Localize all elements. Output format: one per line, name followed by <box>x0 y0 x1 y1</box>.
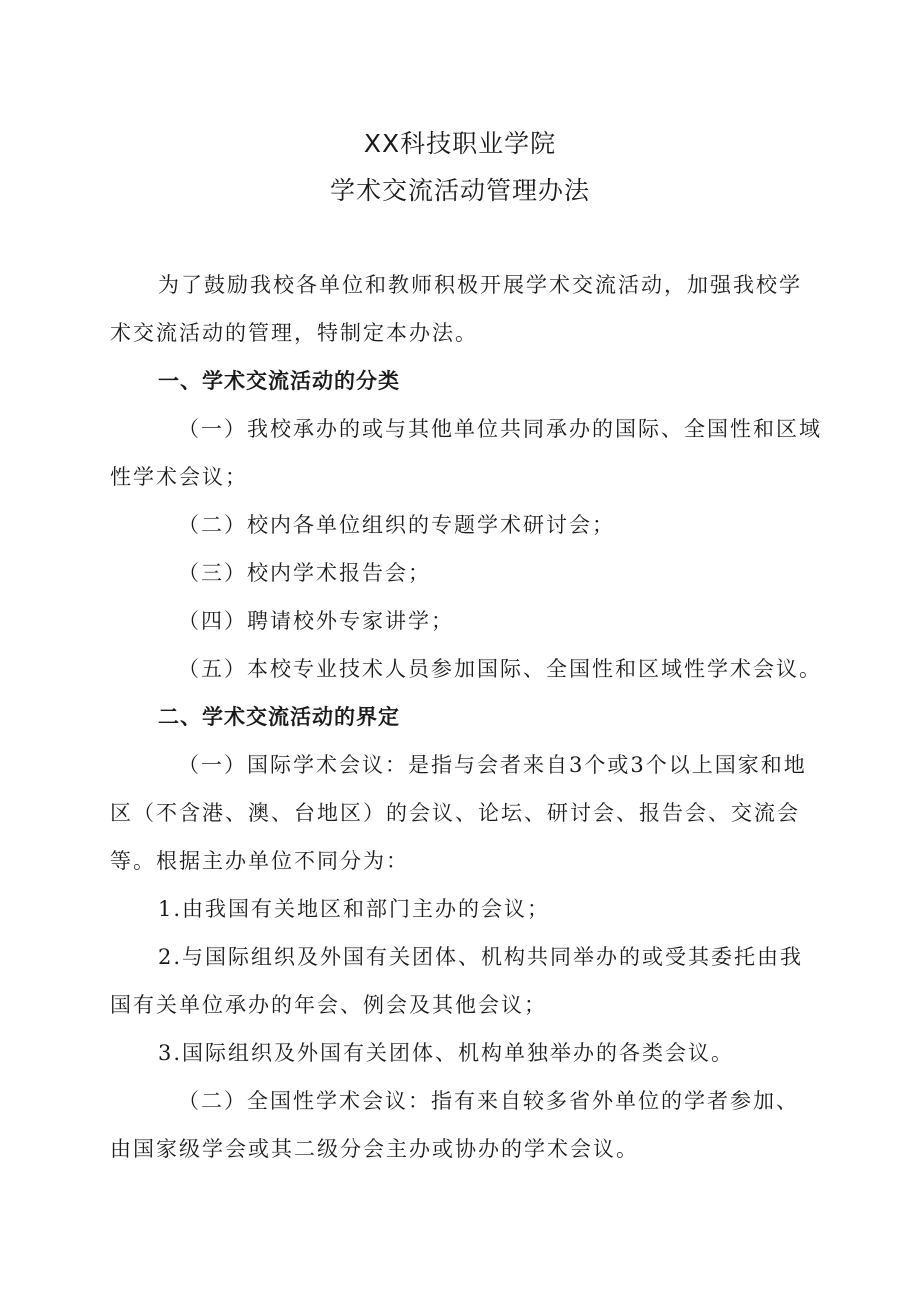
paragraph-line: （四）聘请校外专家讲学； <box>178 609 454 633</box>
paragraph-line: （二）校内各单位组织的专题学术研讨会； <box>178 513 615 537</box>
paragraph-line: 区（不含港、澳、台地区）的会议、论坛、研讨会、报告会、交流会 <box>110 801 800 825</box>
list-item: 2.与国际组织及外国有关团体、机构共同举办的或受其委托由我 <box>158 945 804 969</box>
paragraph-line: 等。根据主办单位不同分为： <box>110 849 409 873</box>
paragraph-line: 为了鼓励我校各单位和教师积极开展学术交流活动，加强我校学 <box>158 273 802 297</box>
paragraph-line: （一）国际学术会议：是指与会者来自3个或3个以上国家和地 <box>178 753 807 777</box>
document-title-regulation: 学术交流活动管理办法 <box>329 176 590 205</box>
paragraph-line: 由国家级学会或其二级分会主办或协办的学术会议。 <box>110 1137 639 1161</box>
paragraph-line: 术交流活动的管理，特制定本办法。 <box>110 321 478 345</box>
paragraph-line: 国有关单位承办的年会、例会及其他会议； <box>110 993 547 1017</box>
list-item: 1.由我国有关地区和部门主办的会议； <box>158 897 551 921</box>
document-title-school: XX科技职业学院 <box>363 129 557 158</box>
list-item: 3.国际组织及外国有关团体、机构单独举办的各类会议。 <box>158 1041 735 1065</box>
paragraph-line: （三）校内学术报告会； <box>178 561 431 585</box>
section-heading: 二、学术交流活动的界定 <box>158 705 400 729</box>
paragraph-line: （一）我校承办的或与其他单位共同承办的国际、全国性和区域 <box>178 417 822 441</box>
paragraph-line: 性学术会议； <box>110 465 248 489</box>
paragraph-line: （二）全国性学术会议：指有来自较多省外单位的学者参加、 <box>178 1089 799 1113</box>
paragraph-line: （五）本校专业技术人员参加国际、全国性和区域性学术会议。 <box>178 657 822 681</box>
section-heading: 一、学术交流活动的分类 <box>158 369 400 393</box>
